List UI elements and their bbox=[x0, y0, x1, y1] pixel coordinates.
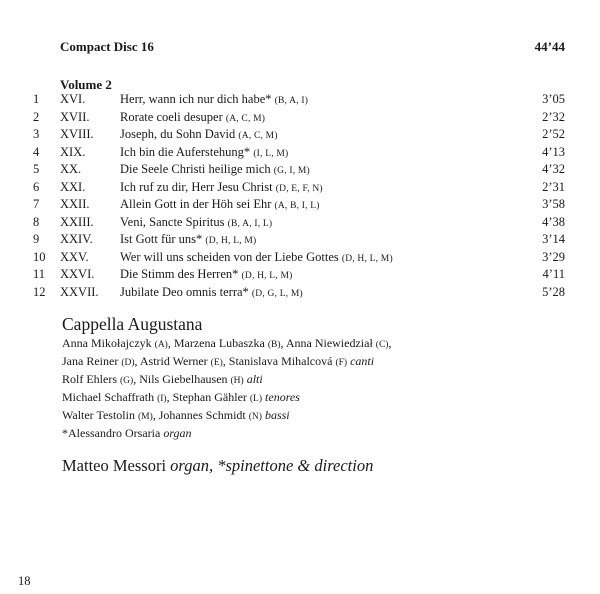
track-roman-numeral: XXIII. bbox=[60, 214, 94, 229]
roster-line bbox=[62, 388, 391, 406]
track-roman-numeral: XXII. bbox=[60, 197, 90, 211]
track-voices: (D, H, L, M) bbox=[241, 271, 293, 281]
track-row bbox=[0, 109, 600, 127]
track-row bbox=[0, 91, 600, 109]
performer-names: , Nils Giebelhausen bbox=[133, 372, 231, 386]
track-title: Jubilate Deo omnis terra* bbox=[120, 284, 249, 299]
track-row bbox=[0, 161, 600, 179]
track-row bbox=[0, 196, 600, 214]
track-row bbox=[0, 144, 600, 162]
track-duration: 3’29 bbox=[542, 249, 565, 264]
track-duration: 5’28 bbox=[542, 284, 565, 299]
disc-title: Compact Disc 16 bbox=[60, 39, 154, 54]
track-voices: (A, C, M) bbox=[225, 113, 266, 124]
track-number: 8 bbox=[33, 214, 40, 229]
track-roman-numeral: XXI. bbox=[60, 179, 86, 194]
voice-letter: (G) bbox=[120, 376, 134, 386]
track-duration: 4’11 bbox=[542, 267, 565, 281]
voice-letter: (C) bbox=[375, 340, 389, 350]
track-title: Die Stimm des Herren* bbox=[120, 267, 239, 281]
track-roman-numeral: XX. bbox=[60, 162, 82, 176]
track-voices: (G, I, M) bbox=[273, 166, 310, 176]
performer-names: , Anna Niewiedział bbox=[280, 336, 376, 350]
track-roman-numeral: XXVI. bbox=[60, 267, 95, 281]
performer-names: , Stanislava Mihalcová bbox=[222, 354, 336, 368]
track-voices: (B, A, I) bbox=[274, 96, 309, 106]
track-voices: (A, B, I, L) bbox=[274, 201, 320, 211]
performer-names: *Alessandro Orsaria bbox=[62, 426, 164, 440]
track-row bbox=[0, 126, 600, 144]
track-duration: 2’52 bbox=[542, 127, 565, 141]
track-duration: 2’32 bbox=[542, 109, 565, 124]
performer-names: Michael Schaffrath bbox=[62, 390, 158, 404]
roster-line bbox=[62, 352, 391, 370]
track-number: 7 bbox=[33, 197, 40, 211]
track-number: 11 bbox=[33, 267, 46, 281]
voice-letter: (E) bbox=[210, 358, 223, 368]
voice-letter: (N) bbox=[248, 412, 262, 422]
performer-names: , Astrid Werner bbox=[134, 354, 211, 368]
track-number: 5 bbox=[33, 162, 40, 176]
director-credit bbox=[62, 456, 373, 476]
voice-part: canti bbox=[347, 354, 375, 368]
volume-heading: Volume 2 bbox=[60, 77, 112, 92]
track-duration: 4’13 bbox=[542, 144, 565, 159]
voice-part: bassi bbox=[261, 408, 290, 422]
track-number: 6 bbox=[33, 179, 40, 194]
track-roman-numeral: XIX. bbox=[60, 144, 86, 159]
track-voices: (I, L, M) bbox=[253, 148, 289, 159]
track-roman-numeral: XVIII. bbox=[60, 127, 94, 141]
voice-letter: (B) bbox=[267, 340, 281, 350]
track-roman-numeral: XVI. bbox=[60, 92, 86, 106]
performer-names: Walter Testolin bbox=[62, 408, 138, 422]
track-title: Herr, wann ich nur dich habe* bbox=[120, 92, 272, 106]
track-roman-numeral: XVII. bbox=[60, 109, 90, 124]
track-title: Ich bin die Auferstehung* bbox=[120, 144, 251, 159]
track-duration: 4’32 bbox=[542, 162, 565, 176]
track-number: 4 bbox=[33, 144, 40, 159]
voice-letter: (M) bbox=[137, 412, 153, 422]
track-duration: 4’38 bbox=[542, 214, 565, 229]
roster-line bbox=[62, 334, 391, 352]
track-roman-numeral: XXV. bbox=[60, 249, 89, 264]
disc-total-time: 44’44 bbox=[534, 39, 565, 54]
track-title-group bbox=[120, 284, 303, 304]
track-list bbox=[0, 91, 600, 301]
track-row bbox=[0, 266, 600, 284]
track-duration: 3’58 bbox=[542, 197, 565, 211]
performer-names: , Stephan Gähler bbox=[166, 390, 250, 404]
track-voices: (A, C, M) bbox=[238, 131, 278, 141]
track-voices: (D, H, L, M) bbox=[205, 236, 257, 246]
track-voices: (D, G, L, M) bbox=[251, 288, 303, 299]
voice-letter: (F) bbox=[335, 358, 348, 368]
track-number: 3 bbox=[33, 127, 40, 141]
performer-names: , Johannes Schmidt bbox=[152, 408, 249, 422]
performer-names: Anna Mikołajczyk bbox=[62, 336, 155, 350]
track-roman-numeral: XXIV. bbox=[60, 232, 93, 246]
track-number: 1 bbox=[33, 92, 40, 106]
track-title: Rorate coeli desuper bbox=[120, 109, 223, 124]
ensemble-name: Cappella Augustana bbox=[62, 314, 203, 334]
roster-line bbox=[62, 424, 391, 442]
performer-names: Jana Reiner bbox=[62, 354, 122, 368]
track-voices: (B, A, I, L) bbox=[227, 218, 273, 229]
track-title: Joseph, du Sohn David bbox=[120, 127, 236, 141]
track-title: Ich ruf zu dir, Herr Jesu Christ bbox=[120, 179, 273, 194]
track-title: Wer will uns scheiden von der Liebe Gottes bbox=[120, 249, 339, 264]
ensemble-roster bbox=[62, 334, 391, 442]
track-voices: (D, H, L, M) bbox=[341, 253, 393, 264]
voice-letter: (L) bbox=[249, 394, 263, 404]
director-name: Matteo Messori bbox=[62, 456, 167, 475]
track-row bbox=[0, 284, 600, 302]
roster-line bbox=[62, 406, 391, 424]
track-title: Veni, Sancte Spiritus bbox=[120, 214, 225, 229]
track-number: 2 bbox=[33, 109, 40, 124]
track-duration: 3’14 bbox=[542, 232, 565, 246]
track-number: 12 bbox=[33, 284, 46, 299]
track-number: 10 bbox=[33, 249, 46, 264]
roster-line bbox=[62, 370, 391, 388]
track-row bbox=[0, 249, 600, 267]
voice-letter: (H) bbox=[230, 376, 244, 386]
track-duration: 3’05 bbox=[542, 92, 565, 106]
track-row bbox=[0, 231, 600, 249]
track-title: Allein Gott in der Höh sei Ehr bbox=[120, 197, 272, 211]
voice-letter: (D) bbox=[121, 358, 135, 368]
track-voices: (D, E, F, N) bbox=[275, 183, 323, 194]
track-row bbox=[0, 214, 600, 232]
track-roman-numeral: XXVII. bbox=[60, 284, 99, 299]
voice-part: tenores bbox=[262, 390, 300, 404]
voice-part: organ bbox=[163, 426, 192, 440]
page-number: 18 bbox=[18, 574, 31, 588]
track-duration: 2’31 bbox=[542, 179, 565, 194]
track-number: 9 bbox=[33, 232, 40, 246]
performer-names: Rolf Ehlers bbox=[62, 372, 120, 386]
performer-names: , Marzena Lubaszka bbox=[167, 336, 268, 350]
track-title: Ist Gott für uns* bbox=[120, 232, 203, 246]
voice-letter: (I) bbox=[157, 394, 167, 404]
voice-part: alti bbox=[243, 372, 263, 386]
track-title: Die Seele Christi heilige mich bbox=[120, 162, 271, 176]
director-role: organ, *spinettone & direction bbox=[170, 456, 374, 475]
track-row bbox=[0, 179, 600, 197]
voice-letter: (A) bbox=[154, 340, 168, 350]
performer-names: , bbox=[388, 336, 392, 350]
